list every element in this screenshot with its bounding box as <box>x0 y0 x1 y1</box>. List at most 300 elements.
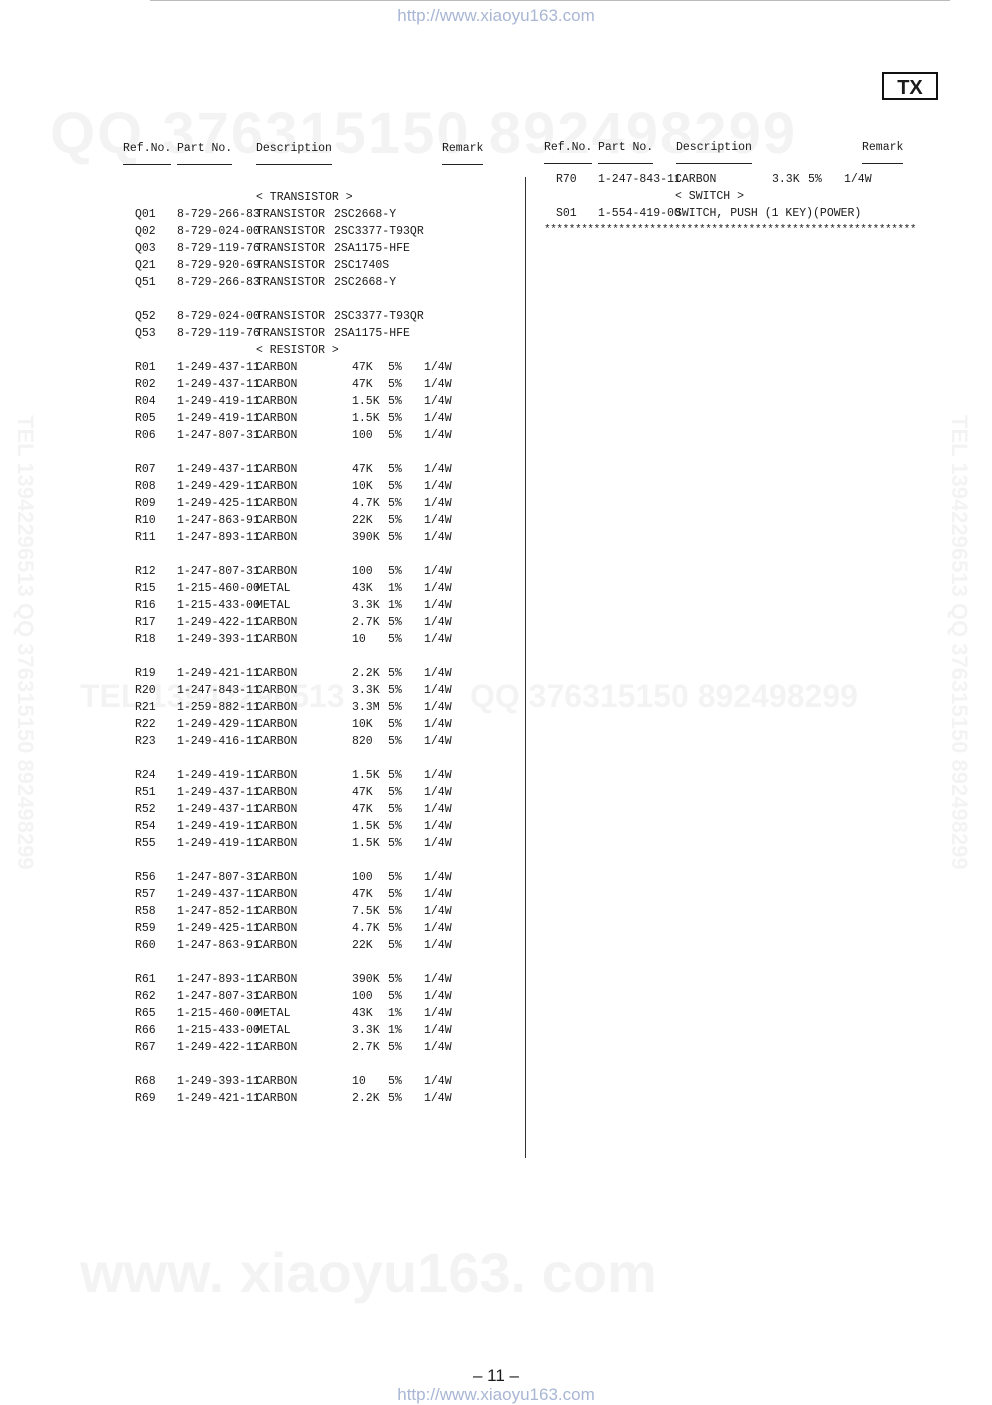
left-parts-column <box>123 142 523 1109</box>
value-cell: 2SC3377-T93QR <box>334 225 424 238</box>
part-no-cell: 1-249-437-11 <box>177 786 260 799</box>
description-cell: CARBON <box>256 939 298 952</box>
value-cell: 22K <box>352 514 373 527</box>
parts-list <box>123 191 523 1109</box>
wattage-cell: 1/4W <box>424 973 452 986</box>
value-cell: 47K <box>352 378 373 391</box>
ref-no-cell: Q01 <box>135 208 156 221</box>
part-row <box>123 514 523 531</box>
value-cell: 2.7K <box>352 1041 380 1054</box>
value-cell: 43K <box>352 1007 373 1020</box>
ref-no-cell: Q02 <box>135 225 156 238</box>
wattage-cell: 1/4W <box>424 565 452 578</box>
ref-no-cell: R05 <box>135 412 156 425</box>
ref-no-cell: R60 <box>135 939 156 952</box>
wattage-cell: 1/4W <box>424 378 452 391</box>
value-cell: 10 <box>352 1075 366 1088</box>
wattage-cell: 1/4W <box>424 463 452 476</box>
wattage-cell: 1/4W <box>424 1007 452 1020</box>
description-cell: METAL <box>256 1007 291 1020</box>
tolerance-cell: 5% <box>388 480 402 493</box>
part-no-cell: 8-729-920-69 <box>177 259 260 272</box>
ref-no-cell: R52 <box>135 803 156 816</box>
tolerance-cell: 5% <box>388 803 402 816</box>
section-title: < SWITCH > <box>675 190 745 203</box>
section-title: < TRANSISTOR > <box>256 191 353 204</box>
ref-no-cell: Q51 <box>135 276 156 289</box>
part-row <box>123 599 523 616</box>
ref-no-cell: R24 <box>135 769 156 782</box>
wattage-cell: 1/4W <box>424 1024 452 1037</box>
wattage-cell: 1/4W <box>424 803 452 816</box>
part-row <box>123 582 523 599</box>
header-url: http://www.xiaoyu163.com <box>397 6 595 25</box>
part-no-cell: 1-249-422-11 <box>177 1041 260 1054</box>
part-row <box>123 735 523 752</box>
ref-no-cell: R01 <box>135 361 156 374</box>
description-cell: CARBON <box>256 616 298 629</box>
part-no-cell: 1-249-437-11 <box>177 803 260 816</box>
wattage-cell: 1/4W <box>424 990 452 1003</box>
part-row <box>123 718 523 735</box>
value-cell: 2SA1175-HFE <box>334 327 410 340</box>
tolerance-cell: 5% <box>388 684 402 697</box>
wattage-cell: 1/4W <box>424 1075 452 1088</box>
value-cell: 2SC2668-Y <box>334 208 397 221</box>
value-cell: 820 <box>352 735 373 748</box>
description-cell: CARBON <box>256 463 298 476</box>
part-row <box>123 1007 523 1024</box>
ref-no-cell: Q53 <box>135 327 156 340</box>
ref-no-cell: R09 <box>135 497 156 510</box>
ref-no-cell: R22 <box>135 718 156 731</box>
part-row <box>123 633 523 650</box>
tolerance-cell: 5% <box>388 769 402 782</box>
part-no-cell: 1-249-425-11 <box>177 497 260 510</box>
footer-url: http://www.xiaoyu163.com <box>397 1385 595 1404</box>
wattage-cell: 1/4W <box>424 616 452 629</box>
watermark <box>470 678 858 715</box>
remark-header: Remark <box>442 142 483 165</box>
part-row <box>123 208 523 225</box>
ref-no-cell: Q52 <box>135 310 156 323</box>
ref-no-cell: R06 <box>135 429 156 442</box>
part-row <box>123 327 523 344</box>
ref-no-cell: R69 <box>135 1092 156 1105</box>
ref-no-cell: R67 <box>135 1041 156 1054</box>
part-no-cell: 1-249-419-11 <box>177 395 260 408</box>
value-cell: 47K <box>352 786 373 799</box>
description-cell: METAL <box>256 582 291 595</box>
part-no-cell: 8-729-119-76 <box>177 327 260 340</box>
wattage-cell: 1/4W <box>424 735 452 748</box>
wattage-cell: 1/4W <box>424 1041 452 1054</box>
tolerance-cell: 5% <box>388 361 402 374</box>
description-cell: CARBON <box>256 786 298 799</box>
value-cell: 2SC2668-Y <box>334 276 397 289</box>
part-row <box>123 939 523 956</box>
tolerance-cell: 5% <box>388 1092 402 1105</box>
description-header: Description <box>256 142 332 165</box>
value-cell: 100 <box>352 871 373 884</box>
part-row <box>123 888 523 905</box>
value-cell: 390K <box>352 973 380 986</box>
wattage-cell: 1/4W <box>424 1092 452 1105</box>
ref-no-header: Ref.No. <box>544 141 592 164</box>
ref-no-cell: Q03 <box>135 242 156 255</box>
part-no-cell: 1-249-437-11 <box>177 361 260 374</box>
description-cell: TRANSISTOR <box>256 310 326 323</box>
tolerance-cell: 5% <box>388 837 402 850</box>
wattage-cell: 1/4W <box>424 939 452 952</box>
description-cell: CARBON <box>256 378 298 391</box>
parts-list <box>544 173 944 224</box>
description-cell: CARBON <box>256 514 298 527</box>
part-row <box>123 259 523 276</box>
part-row <box>123 531 523 548</box>
description-cell: CARBON <box>256 412 298 425</box>
value-cell: 22K <box>352 939 373 952</box>
tolerance-cell: 5% <box>388 888 402 901</box>
description-cell: METAL <box>256 1024 291 1037</box>
description-cell: CARBON <box>256 701 298 714</box>
value-cell: 100 <box>352 565 373 578</box>
ref-no-cell: R62 <box>135 990 156 1003</box>
part-row <box>123 310 523 327</box>
tolerance-cell: 5% <box>388 718 402 731</box>
wattage-cell: 1/4W <box>424 429 452 442</box>
description-cell: CARBON <box>256 565 298 578</box>
tolerance-cell: 5% <box>388 378 402 391</box>
part-no-cell: 1-259-882-11 <box>177 701 260 714</box>
wattage-cell: 1/4W <box>424 786 452 799</box>
value-cell: 47K <box>352 463 373 476</box>
part-row <box>123 820 523 837</box>
part-no-cell: 1-215-433-00 <box>177 599 260 612</box>
row-spacer <box>123 548 523 565</box>
part-no-cell: 1-249-437-11 <box>177 888 260 901</box>
part-no-cell: 1-247-863-91 <box>177 939 260 952</box>
part-no-cell: 1-247-807-31 <box>177 871 260 884</box>
wattage-cell: 1/4W <box>844 173 872 186</box>
value-cell: 3.3K <box>772 173 800 186</box>
part-no-cell: 1-249-421-11 <box>177 667 260 680</box>
part-row <box>123 497 523 514</box>
wattage-cell: 1/4W <box>424 922 452 935</box>
value-cell: 47K <box>352 803 373 816</box>
row-spacer <box>123 446 523 463</box>
wattage-cell: 1/4W <box>424 701 452 714</box>
part-no-cell: 1-247-893-11 <box>177 973 260 986</box>
part-no-cell: 1-249-419-11 <box>177 769 260 782</box>
ref-no-cell: R12 <box>135 565 156 578</box>
part-no-header: Part No. <box>598 141 653 164</box>
watermark <box>946 415 972 870</box>
wattage-cell: 1/4W <box>424 633 452 646</box>
value-cell: 1.5K <box>352 837 380 850</box>
tolerance-cell: 5% <box>388 1041 402 1054</box>
part-no-cell: 8-729-119-76 <box>177 242 260 255</box>
tolerance-cell: 5% <box>388 939 402 952</box>
part-no-cell: 8-729-266-83 <box>177 276 260 289</box>
description-cell: TRANSISTOR <box>256 276 326 289</box>
wattage-cell: 1/4W <box>424 497 452 510</box>
part-row <box>123 1092 523 1109</box>
row-spacer <box>123 854 523 871</box>
part-row <box>123 837 523 854</box>
part-row <box>123 480 523 497</box>
watermark <box>12 415 38 870</box>
ref-no-cell: R59 <box>135 922 156 935</box>
row-spacer <box>123 650 523 667</box>
watermark <box>80 1240 657 1305</box>
value-cell: 1.5K <box>352 412 380 425</box>
ref-no-cell: R08 <box>135 480 156 493</box>
description-cell: CARBON <box>256 429 298 442</box>
section-title: < RESISTOR > <box>256 344 339 357</box>
description-cell: CARBON <box>256 1041 298 1054</box>
wattage-cell: 1/4W <box>424 514 452 527</box>
description-cell: CARBON <box>256 803 298 816</box>
tolerance-cell: 5% <box>388 531 402 544</box>
wattage-cell: 1/4W <box>424 769 452 782</box>
tolerance-cell: 5% <box>388 905 402 918</box>
top-rule <box>150 0 950 1</box>
wattage-cell: 1/4W <box>424 871 452 884</box>
description-cell: CARBON <box>256 531 298 544</box>
part-no-cell: 1-249-419-11 <box>177 837 260 850</box>
ref-no-cell: R61 <box>135 973 156 986</box>
column-divider <box>525 177 526 1158</box>
ref-no-cell: R10 <box>135 514 156 527</box>
value-cell: 3.3M <box>352 701 380 714</box>
value-cell: 2SA1175-HFE <box>334 242 410 255</box>
part-no-cell: 1-247-863-91 <box>177 514 260 527</box>
value-cell: 3.3K <box>352 1024 380 1037</box>
tolerance-cell: 5% <box>388 973 402 986</box>
wattage-cell: 1/4W <box>424 480 452 493</box>
ref-no-cell: R58 <box>135 905 156 918</box>
description-cell: CARBON <box>256 922 298 935</box>
ref-no-cell: R18 <box>135 633 156 646</box>
wattage-cell: 1/4W <box>424 837 452 850</box>
description-cell: CARBON <box>256 718 298 731</box>
end-marker: ************************************************************ <box>544 224 917 236</box>
ref-no-cell: R65 <box>135 1007 156 1020</box>
part-no-header: Part No. <box>177 142 232 165</box>
ref-no-cell: R15 <box>135 582 156 595</box>
description-cell: TRANSISTOR <box>256 225 326 238</box>
value-cell: 1.5K <box>352 395 380 408</box>
part-no-cell: 1-249-437-11 <box>177 378 260 391</box>
description-cell: CARBON <box>256 1092 298 1105</box>
part-no-cell: 1-215-433-00 <box>177 1024 260 1037</box>
ref-no-cell: R66 <box>135 1024 156 1037</box>
wattage-cell: 1/4W <box>424 888 452 901</box>
ref-no-cell: R04 <box>135 395 156 408</box>
ref-no-cell: R23 <box>135 735 156 748</box>
description-cell: CARBON <box>675 173 717 186</box>
part-no-cell: 1-249-437-11 <box>177 463 260 476</box>
value-cell: 3.3K <box>352 684 380 697</box>
ref-no-cell: R17 <box>135 616 156 629</box>
description-cell: TRANSISTOR <box>256 259 326 272</box>
tolerance-cell: 1% <box>388 599 402 612</box>
part-no-cell: 1-249-393-11 <box>177 633 260 646</box>
part-no-cell: 1-215-460-00 <box>177 582 260 595</box>
tolerance-cell: 1% <box>388 1007 402 1020</box>
value-cell: 2SC1740S <box>334 259 390 272</box>
part-row <box>123 922 523 939</box>
description-cell: METAL <box>256 599 291 612</box>
part-row <box>123 412 523 429</box>
ref-no-cell: R54 <box>135 820 156 833</box>
value-cell: 2.2K <box>352 1092 380 1105</box>
value-cell: 47K <box>352 361 373 374</box>
part-row <box>123 225 523 242</box>
tolerance-cell: 5% <box>388 497 402 510</box>
remark-header: Remark <box>862 141 903 164</box>
value-cell: 4.7K <box>352 922 380 935</box>
part-row <box>123 463 523 480</box>
right-parts-column <box>544 141 944 236</box>
ref-no-cell: R21 <box>135 701 156 714</box>
tolerance-cell: 5% <box>388 395 402 408</box>
part-no-cell: 1-249-419-11 <box>177 820 260 833</box>
ref-no-cell: R70 <box>556 173 577 186</box>
ref-no-cell: R68 <box>135 1075 156 1088</box>
column-headers <box>123 142 523 166</box>
part-no-cell: 1-247-807-31 <box>177 429 260 442</box>
description-cell: CARBON <box>256 395 298 408</box>
ref-no-cell: R07 <box>135 463 156 476</box>
wattage-cell: 1/4W <box>424 718 452 731</box>
value-cell: 2.2K <box>352 667 380 680</box>
ref-no-cell: R11 <box>135 531 156 544</box>
part-row <box>123 701 523 718</box>
part-no-cell: 1-247-807-31 <box>177 565 260 578</box>
part-no-cell: 1-247-843-11 <box>177 684 260 697</box>
tolerance-cell: 5% <box>388 701 402 714</box>
value-cell: 10K <box>352 718 373 731</box>
part-no-cell: 1-247-843-11 <box>598 173 681 186</box>
part-row <box>123 905 523 922</box>
wattage-cell: 1/4W <box>424 905 452 918</box>
part-no-cell: 1-247-852-11 <box>177 905 260 918</box>
description-cell: CARBON <box>256 820 298 833</box>
part-row <box>123 242 523 259</box>
value-cell: 10 <box>352 633 366 646</box>
description-cell: CARBON <box>256 684 298 697</box>
ref-no-cell: R56 <box>135 871 156 884</box>
tolerance-cell: 5% <box>388 667 402 680</box>
description-cell: CARBON <box>256 888 298 901</box>
tolerance-cell: 1% <box>388 1024 402 1037</box>
description-header: Description <box>676 141 752 164</box>
ref-no-cell: R20 <box>135 684 156 697</box>
tolerance-cell: 5% <box>388 1075 402 1088</box>
row-spacer <box>123 956 523 973</box>
ref-no-cell: R57 <box>135 888 156 901</box>
part-no-cell: 8-729-024-00 <box>177 310 260 323</box>
description-cell: CARBON <box>256 667 298 680</box>
part-row <box>123 1075 523 1092</box>
part-no-cell: 1-249-416-11 <box>177 735 260 748</box>
column-headers <box>544 141 944 165</box>
value-cell: 43K <box>352 582 373 595</box>
tolerance-cell: 5% <box>388 633 402 646</box>
value-cell: 100 <box>352 990 373 1003</box>
ref-no-header: Ref.No. <box>123 142 171 165</box>
description-cell: TRANSISTOR <box>256 208 326 221</box>
value-cell: 1.5K <box>352 820 380 833</box>
part-row <box>123 395 523 412</box>
part-no-cell: 1-249-425-11 <box>177 922 260 935</box>
description-cell: CARBON <box>256 973 298 986</box>
ref-no-cell: Q21 <box>135 259 156 272</box>
tolerance-cell: 1% <box>388 582 402 595</box>
description-cell: CARBON <box>256 497 298 510</box>
part-row <box>123 871 523 888</box>
row-spacer <box>123 1058 523 1075</box>
ref-no-cell: R51 <box>135 786 156 799</box>
tolerance-cell: 5% <box>388 786 402 799</box>
ref-no-cell: R02 <box>135 378 156 391</box>
value-cell: 10K <box>352 480 373 493</box>
page-number: – 11 – <box>472 1366 519 1385</box>
wattage-cell: 1/4W <box>424 531 452 544</box>
part-row <box>123 276 523 293</box>
value-cell: 47K <box>352 888 373 901</box>
part-no-cell: 1-249-421-11 <box>177 1092 260 1105</box>
ref-no-cell: R19 <box>135 667 156 680</box>
description-cell: CARBON <box>256 361 298 374</box>
description-cell: CARBON <box>256 480 298 493</box>
part-row <box>123 429 523 446</box>
tolerance-cell: 5% <box>808 173 822 186</box>
part-row <box>123 1024 523 1041</box>
tolerance-cell: 5% <box>388 514 402 527</box>
value-cell: 100 <box>352 429 373 442</box>
part-no-cell: 1-249-422-11 <box>177 616 260 629</box>
section-tag: TX <box>882 72 938 100</box>
description-cell: CARBON <box>256 837 298 850</box>
description-cell: CARBON <box>256 1075 298 1088</box>
description-cell: CARBON <box>256 735 298 748</box>
description-cell: CARBON <box>256 769 298 782</box>
wattage-cell: 1/4W <box>424 599 452 612</box>
row-spacer <box>123 293 523 310</box>
part-no-cell: 1-215-460-00 <box>177 1007 260 1020</box>
part-row <box>123 769 523 786</box>
tolerance-cell: 5% <box>388 429 402 442</box>
part-row <box>123 990 523 1007</box>
wattage-cell: 1/4W <box>424 361 452 374</box>
tolerance-cell: 5% <box>388 616 402 629</box>
ref-no-cell: R16 <box>135 599 156 612</box>
tolerance-cell: 5% <box>388 735 402 748</box>
description-cell: SWITCH, PUSH (1 KEY)(POWER) <box>675 207 862 220</box>
part-row <box>123 565 523 582</box>
part-no-cell: 1-247-807-31 <box>177 990 260 1003</box>
tolerance-cell: 5% <box>388 871 402 884</box>
part-no-cell: 1-249-429-11 <box>177 480 260 493</box>
part-no-cell: 1-554-419-00 <box>598 207 681 220</box>
tolerance-cell: 5% <box>388 463 402 476</box>
part-row <box>123 378 523 395</box>
part-row <box>544 207 944 224</box>
description-cell: TRANSISTOR <box>256 242 326 255</box>
